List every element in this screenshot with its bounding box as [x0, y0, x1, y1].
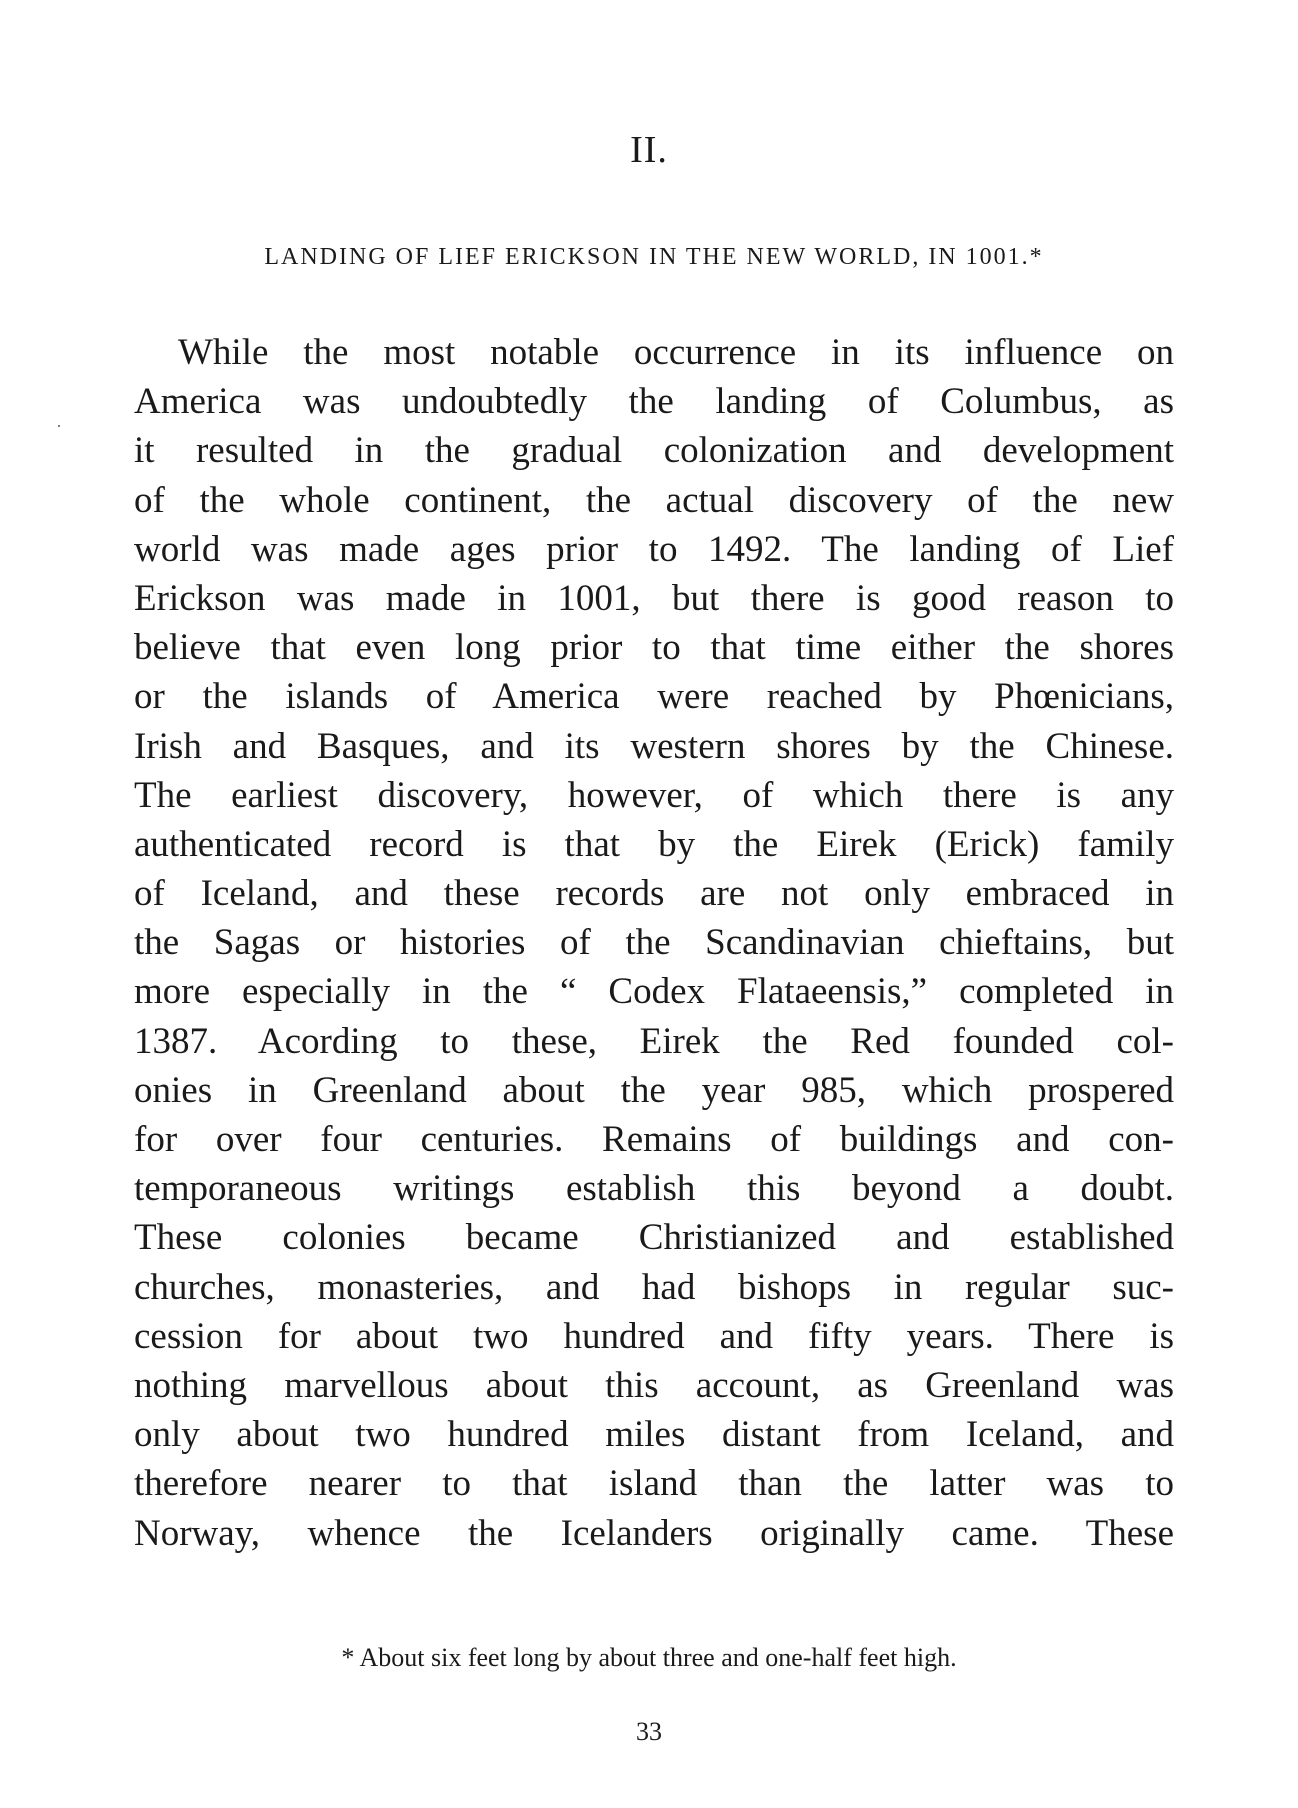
- text-line: authenticated record is that by the Eirek (Erick) family: [134, 823, 1174, 865]
- text-line: Norway, whence the Icelanders originally came. These: [134, 1512, 1174, 1554]
- text-line: These colonies became Christianized and established: [134, 1217, 1174, 1259]
- chapter-number: II.: [630, 129, 668, 171]
- footnote: * About six feet long by about three and one-half feet high.: [341, 1643, 957, 1672]
- text-line: world was made ages prior to 1492. The landing of Lief: [134, 528, 1174, 570]
- text-line: for over four centuries. Remains of buildings and con-: [134, 1119, 1174, 1160]
- text-line: cession for about two hundred and fifty years. There is: [134, 1315, 1174, 1357]
- body-paragraph: [134, 328, 1174, 1558]
- text-line: or the islands of America were reached by Phœnicians,: [134, 676, 1174, 718]
- text-line: the Sagas or histories of the Scandinavian chieftains, but: [134, 922, 1174, 964]
- chapter-title: LANDING OF LIEF ERICKSON IN THE NEW WORLD, IN 1001.*: [264, 244, 1044, 270]
- text-line: onies in Greenland about the year 985, which prospered: [134, 1069, 1174, 1111]
- text-line: Irish and Basques, and its western shores by the Chinese.: [134, 725, 1174, 767]
- text-line: The earliest discovery, however, of which there is any: [134, 774, 1174, 816]
- text-line: Erickson was made in 1001, but there is good reason to: [134, 577, 1174, 619]
- margin-speck: [58, 425, 60, 427]
- text-line: therefore nearer to that island than the latter was to: [134, 1463, 1174, 1505]
- page-number: 33: [636, 1717, 662, 1746]
- text-line: only about two hundred miles distant from Iceland, and: [134, 1414, 1174, 1456]
- text-line: more especially in the “ Codex Flataeensis,” completed in: [134, 971, 1174, 1013]
- text-line: churches, monasteries, and had bishops in regular suc-: [134, 1266, 1174, 1308]
- text-line: 1387. Acording to these, Eirek the Red founded col-: [134, 1020, 1174, 1062]
- text-line: America was undoubtedly the landing of Columbus, as: [134, 381, 1174, 423]
- text-line: believe that even long prior to that time either the shores: [134, 627, 1174, 669]
- text-line: of Iceland, and these records are not only embraced in: [134, 873, 1174, 915]
- text-line: nothing marvellous about this account, as Greenland was: [134, 1364, 1174, 1406]
- text-line: While the most notable occurrence in its influence on: [178, 332, 1174, 373]
- text-line: temporaneous writings establish this beyond a doubt.: [134, 1168, 1174, 1210]
- text-line: it resulted in the gradual colonization and development: [134, 430, 1174, 472]
- text-line: of the whole continent, the actual discovery of the new: [134, 479, 1174, 521]
